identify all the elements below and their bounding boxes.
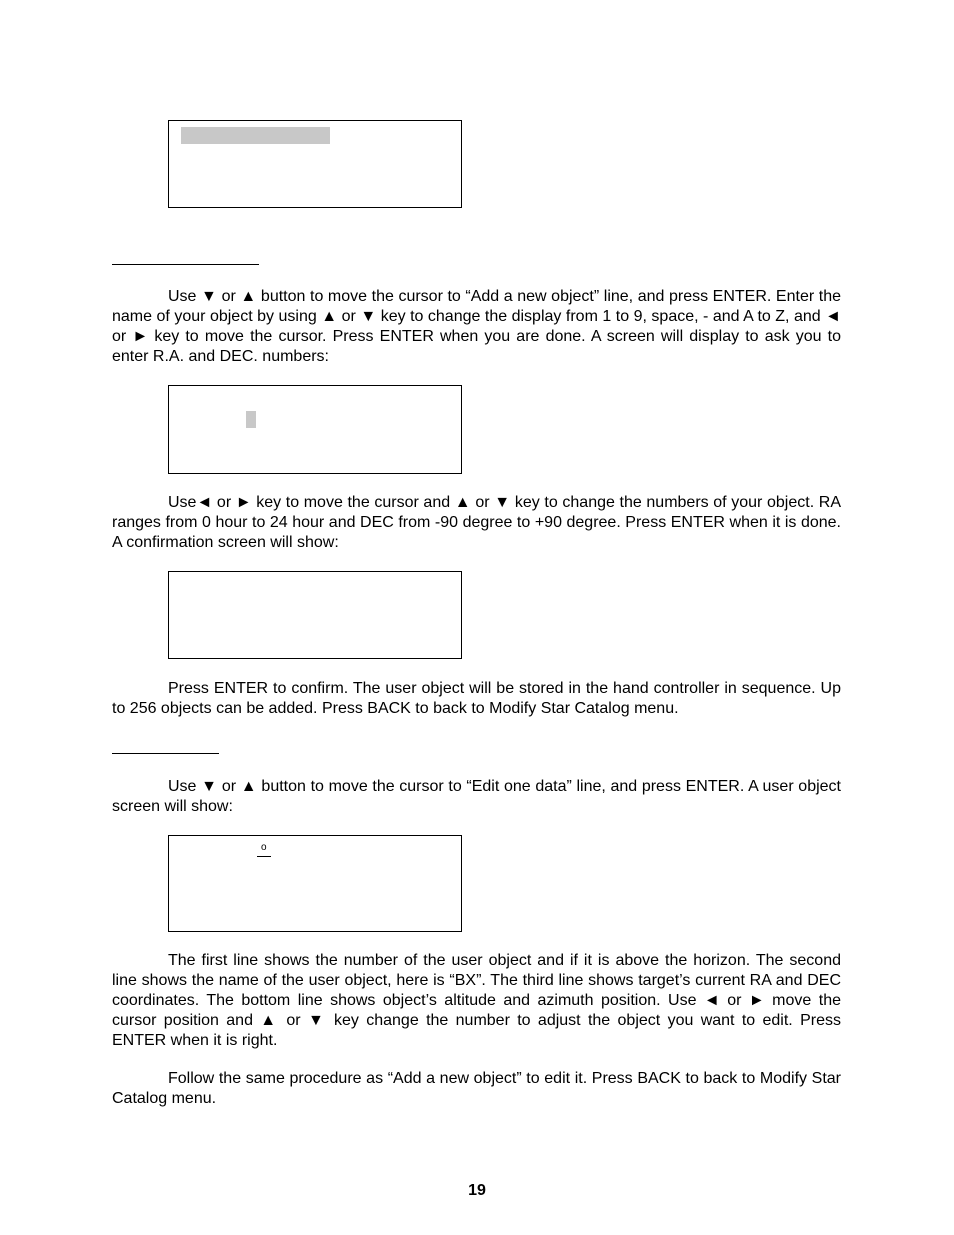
- lcd-screen-ra-dec-entry: [168, 385, 462, 474]
- lcd-screen-confirmation: [168, 571, 462, 659]
- page-number: 19: [468, 1182, 486, 1199]
- lcd-screen-user-object: [168, 835, 462, 932]
- lcd-screen-menu: [168, 120, 462, 208]
- paragraph-add-object-intro: Use ▼ or ▲ button to move the cursor to “Add a new object” line, and press ENTER. Enter the name of your object by using ▲ or ▼ key to change the display from 1 to 9, space, - and A to Z, and ◄ or ► key to move the cursor. Press ENTER when you are done. A screen will display to ask you to enter R.A. and DEC. numbers:: [112, 288, 841, 365]
- paragraph-edit-intro: Use ▼ or ▲ button to move the cursor to “Edit one data” line, and press ENTER. A user object screen will show:: [112, 778, 841, 815]
- paragraph-ra-dec-entry: Use◄ or ► key to move the cursor and ▲ or ▼ key to change the numbers of your object. RA ranges from 0 hour to 24 hour and DEC from -90 degree to +90 degree. Press ENTER when it is done. A confirmation screen will show:: [112, 494, 841, 551]
- section-heading-edit-object-rule: [112, 753, 219, 754]
- paragraph-follow-procedure: Follow the same procedure as “Add a new object” to edit it. Press BACK to back to Modify Star Catalog menu.: [112, 1070, 841, 1107]
- menu-highlight-bar: [181, 127, 330, 144]
- degree-symbol: o: [261, 842, 267, 853]
- edit-cursor-underline: [257, 856, 271, 857]
- section-heading-add-object-rule: [112, 264, 259, 265]
- cursor-block: [246, 411, 256, 428]
- paragraph-edit-explain: The first line shows the number of the user object and if it is above the horizon. The second line shows the name of the user object, here is “BX”. The third line shows target’s current RA and DEC coordinates. The bottom line shows object’s altitude and azimuth position. Use ◄ or ► move the cursor position and ▲ or ▼ key change the number to adjust the object you want to edit. Press ENTER when it is right.: [112, 952, 841, 1049]
- paragraph-confirm: Press ENTER to confirm. The user object will be stored in the hand controller in sequence. Up to 256 objects can be added. Press BACK to back to Modify Star Catalog menu.: [112, 680, 841, 717]
